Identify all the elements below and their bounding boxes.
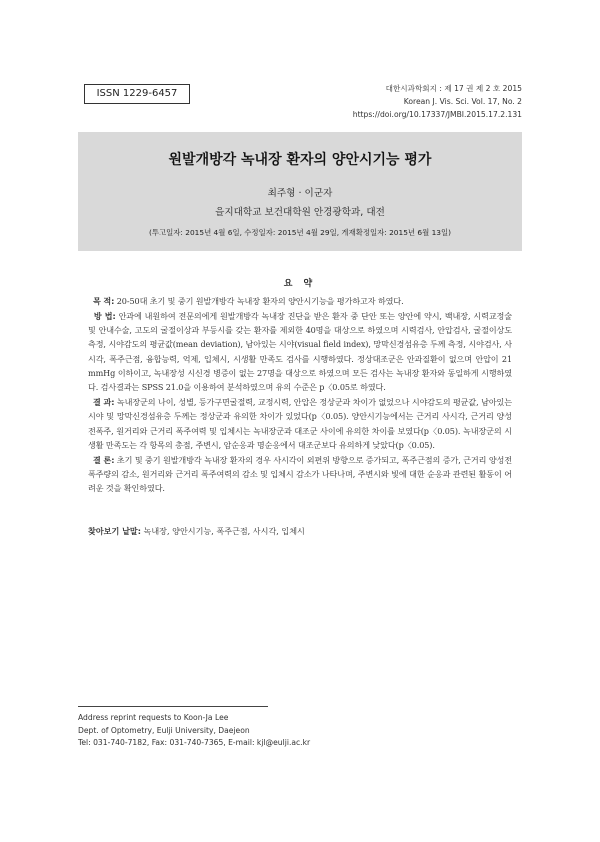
methods-text: 안과에 내원하여 전문의에게 원발개방각 녹내장 진단을 받은 환자 중 단안 또는 양안에 약시, 백내장, 시력교정술 및 안내수술, 고도의 굴절이상과 부등시를 갖는 환자를 제외한 40명을 대상으로 하였으며 시력검사, 안압검사, 굴절이상도 측정, 시야감도의 평균값(mean deviation), 남아있는 시야(visual field index), 망막신경섬유층 두께 측정, 시야검사, 사시각, 폭주근점, 융합능력, 억제, 입체시, 시생활 만족도 검사를 시행하였다. 정상대조군은 안과질환이 없으며 안압이 21 mmHg 이하이고, 녹내장성 시신경 병증이 없는 27명을 대상으로 하였으며 모든 검사는 녹내장 환자와 동일하게 시행하였다. 검사결과는 SPSS 21.0을 이용하여 분석하였으며 유의 수준은 p〈0.05로 하였다. (88, 310, 512, 393)
journal-line-english: Korean J. Vis. Sci. Vol. 17, No. 2 (403, 97, 522, 106)
abstract-heading: 요 약 (283, 279, 317, 289)
footnote-contact: Tel: 031-740-7182, Fax: 031-740-7365, E-mail: kjl@eulji.ac.kr (78, 738, 311, 747)
journal-line-korean: 대한시과학회지 : 제 17 권 제 2 호 2015 (385, 84, 522, 93)
abstract-methods (88, 309, 512, 395)
submission-dates: (투고일자: 2015년 4월 6일, 수정일자: 2015년 4월 29일, 게재확정일자: 2015년 6월 13일) (148, 228, 452, 237)
keywords-label: 찾아보기 낱말: (88, 526, 141, 536)
footnote-divider (78, 706, 268, 707)
results-text: 녹내장군의 나이, 성별, 등가구면굴절력, 교정시력, 안압은 정상군과 차이가 없었으나 시야감도의 평균값, 남아있는 시야 및 망막신경섬유층 두께는 정상군과 유의한 차이가 있었다(p〈0.05). 양안시기능에서는 근거리 사시각, 근거리 양성 전폭주, 원거리와 근거리 폭주여력 및 입체시는 녹내장군과 대조군 사이에 유의한 차이를 보였다(p〈0.05). 녹내장군의 시생활 만족도는 각 항목의 총점, 주변시, 암순응과 명순응에서 대조군보다 유의하게 낮았다(p〈0.05). (88, 397, 512, 450)
title-block (78, 132, 522, 251)
conclusion-label: 결 론: (93, 454, 115, 465)
purpose-text: 20-50대 초기 및 중기 원발개방각 녹내장 환자의 양안시기능을 평가하고자 하였다. (116, 296, 404, 306)
issn-box: ISSN 1229-6457 (84, 84, 190, 104)
purpose-label: 목 적: (92, 296, 115, 306)
journal-info (353, 82, 522, 121)
paper-title: 원발개방각 녹내장 환자의 양안시기능 평가 (168, 152, 432, 168)
keywords (88, 526, 512, 537)
abstract-body (88, 294, 512, 496)
results-label: 결 과: (93, 397, 115, 408)
keywords-text: 녹내장, 양안시기능, 폭주근점, 사시각, 입체시 (143, 526, 305, 536)
footnote-reprint: Address reprint requests to Koon-Ja Lee (78, 713, 229, 722)
abstract-purpose (88, 294, 512, 308)
authors: 최주형 · 이군자 (267, 188, 333, 199)
footnote (78, 712, 310, 750)
abstract-conclusion (88, 453, 512, 496)
conclusion-text: 초기 및 중기 원발개방각 녹내장 환자의 경우 사시각이 외편위 방향으로 증가되고, 폭주근점의 증가, 근거리 양성전폭주량의 감소, 원거리와 근거리 폭주여력의 감소 및 입체시 감소가 나타나며, 주변시와 빛에 대한 순응과 관련된 활동이 어려운 것을 확인하였다. (88, 454, 512, 494)
footnote-department: Dept. of Optometry, Eulji University, Daejeon (78, 725, 250, 735)
affiliation: 을지대학교 보건대학원 안경광학과, 대전 (215, 207, 385, 218)
methods-label: 방 법: (93, 310, 116, 321)
journal-doi: https://doi.org/10.17337/JMBI.2015.17.2.131 (352, 110, 522, 119)
abstract-results (88, 395, 512, 452)
